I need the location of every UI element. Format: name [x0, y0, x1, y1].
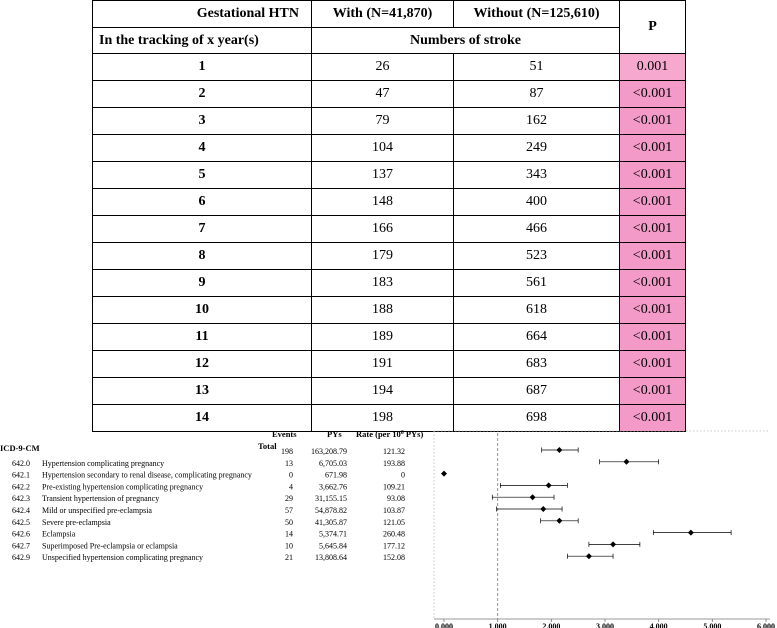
table-row [93, 297, 686, 324]
without-cell: 51 [454, 54, 620, 81]
without-cell: 162 [454, 108, 620, 135]
pys-value: 163,208.79 [311, 447, 347, 456]
col-rate-suffix: PYs) [403, 429, 424, 439]
without-label: Without [473, 6, 524, 21]
stroke-table [92, 0, 686, 432]
col-events-header: Events [272, 429, 297, 439]
pys-value: 671.98 [325, 470, 347, 480]
icd-code: 642.6 [12, 529, 30, 539]
forest-plot [0, 425, 777, 628]
icd-code: 642.2 [12, 482, 30, 492]
without-cell: 683 [454, 351, 620, 378]
table-header-row-1 [93, 1, 686, 28]
events-value: 4 [289, 482, 293, 492]
with-cell: 47 [312, 81, 454, 108]
year-cell: 14 [93, 405, 312, 432]
with-cell: 183 [312, 270, 454, 297]
without-cell: 561 [454, 270, 620, 297]
without-cell: 343 [454, 162, 620, 189]
with-cell: 191 [312, 351, 454, 378]
events-value: 14 [285, 529, 293, 539]
estimate-marker [556, 518, 562, 524]
x-tick-label: 2.000 [542, 622, 561, 628]
rate-value: 0 [401, 470, 405, 480]
icd-code: 642.5 [12, 517, 30, 527]
without-cell: 664 [454, 324, 620, 351]
without-cell: 523 [454, 243, 620, 270]
year-cell: 8 [93, 243, 312, 270]
table-row [93, 189, 686, 216]
gestational-htn-header: Gestational HTN [93, 1, 312, 28]
rate-value: 121.05 [383, 517, 405, 527]
rate-value: 109.21 [383, 482, 405, 492]
without-cell: 687 [454, 378, 620, 405]
table-row [93, 81, 686, 108]
icd-code: 642.1 [12, 470, 30, 480]
col-rate-sup: 6 [400, 430, 404, 436]
with-cell: 104 [312, 135, 454, 162]
x-tick-label: 4.000 [649, 622, 668, 628]
estimate-marker [556, 447, 562, 453]
table-row [93, 378, 686, 405]
icd-code: 642.7 [12, 541, 30, 551]
estimate-marker [540, 506, 546, 512]
pys-value: 5,645.84 [319, 541, 347, 551]
icd-label: Transient hypertension of pregnancy [42, 494, 160, 504]
x-tick-label: 6.000 [757, 622, 775, 628]
with-cell: 148 [312, 189, 454, 216]
year-cell: 10 [93, 297, 312, 324]
pys-value: 54,878.82 [315, 506, 347, 515]
rate-value: 177.12 [383, 541, 405, 551]
p-header: P [620, 1, 686, 54]
year-cell: 9 [93, 270, 312, 297]
without-cell: 249 [454, 135, 620, 162]
p-value-cell: 0.001 [620, 54, 686, 81]
with-label: With [332, 6, 363, 21]
col-rate-prefix: Rate (per 10 [356, 429, 401, 439]
year-cell: 12 [93, 351, 312, 378]
year-cell: 13 [93, 378, 312, 405]
p-value-cell: <0.001 [620, 378, 686, 405]
year-cell: 3 [93, 108, 312, 135]
year-cell: 7 [93, 216, 312, 243]
total-label: Total [258, 441, 277, 451]
with-cell: 79 [312, 108, 454, 135]
p-value-cell: <0.001 [620, 162, 686, 189]
estimate-marker [530, 494, 536, 500]
events-value: 29 [285, 494, 293, 504]
table-header-row-2 [93, 28, 686, 54]
table-body [93, 54, 686, 432]
table-row [93, 108, 686, 135]
year-cell: 2 [93, 81, 312, 108]
rate-value: 260.48 [383, 529, 405, 539]
col-rate-header [356, 429, 423, 439]
year-cell: 11 [93, 324, 312, 351]
table-row [93, 162, 686, 189]
x-tick-label: 5.000 [703, 622, 722, 628]
with-cell: 194 [312, 378, 454, 405]
pys-value: 31,155.15 [315, 494, 347, 504]
without-cell: 87 [454, 81, 620, 108]
year-cell: 4 [93, 135, 312, 162]
numbers-of-stroke-header: Numbers of stroke [312, 28, 620, 54]
x-tick-label: 1.000 [488, 622, 507, 628]
with-n: (N=41,870) [366, 6, 433, 21]
without-cell: 466 [454, 216, 620, 243]
p-value-cell: <0.001 [620, 135, 686, 162]
without-cell: 698 [454, 405, 620, 432]
without-header [454, 1, 620, 28]
icd-label: Severe pre-eclampsia [42, 517, 111, 527]
p-value-cell: <0.001 [620, 108, 686, 135]
icd-header: ICD-9-CM [0, 443, 40, 453]
estimate-marker [586, 553, 592, 559]
with-cell: 26 [312, 54, 454, 81]
p-value-cell: <0.001 [620, 297, 686, 324]
events-value: 10 [285, 541, 293, 551]
with-cell: 179 [312, 243, 454, 270]
without-n: (N=125,610) [526, 6, 600, 21]
table-row [93, 243, 686, 270]
icd-code: 642.0 [12, 458, 30, 468]
with-cell: 188 [312, 297, 454, 324]
icd-label: Hypertension complicating pregnancy [42, 458, 165, 468]
p-value-cell: <0.001 [620, 324, 686, 351]
year-cell: 6 [93, 189, 312, 216]
icd-code: 642.4 [12, 506, 30, 515]
rate-value: 152.08 [383, 553, 405, 563]
pys-value: 6,705.03 [319, 458, 347, 468]
p-value-cell: <0.001 [620, 81, 686, 108]
rate-value: 103.87 [383, 506, 405, 515]
p-value-cell: <0.001 [620, 351, 686, 378]
pys-value: 3,662.76 [319, 482, 347, 492]
without-cell: 400 [454, 189, 620, 216]
x-tick-label: 0.000 [435, 622, 453, 628]
p-value-cell: <0.001 [620, 216, 686, 243]
icd-code: 642.9 [12, 553, 30, 563]
table-row [93, 270, 686, 297]
table-row [93, 216, 686, 243]
icd-label: Eclampsia [42, 529, 76, 539]
icd-label: Mild or unspecified pre-eclampsia [42, 506, 152, 515]
with-cell: 137 [312, 162, 454, 189]
rate-value: 193.88 [383, 458, 405, 468]
table-row [93, 324, 686, 351]
rate-value: 93.08 [387, 494, 405, 504]
events-value: 0 [289, 470, 293, 480]
estimate-marker [441, 471, 447, 477]
events-value: 198 [281, 447, 293, 456]
p-value-cell: <0.001 [620, 189, 686, 216]
col-pys-header: PYs [327, 429, 342, 439]
estimate-marker [688, 530, 694, 536]
events-value: 13 [285, 458, 293, 468]
with-cell: 198 [312, 405, 454, 432]
with-header [312, 1, 454, 28]
icd-label: Pre-existing hypertension complicating pregnancy [42, 482, 204, 492]
year-cell: 5 [93, 162, 312, 189]
table-row [93, 135, 686, 162]
estimate-marker [610, 541, 616, 547]
pys-value: 13,808.64 [315, 553, 347, 563]
p-value-cell: <0.001 [620, 405, 686, 432]
pys-value: 5,374.71 [319, 529, 347, 539]
without-cell: 618 [454, 297, 620, 324]
x-tick-label: 3.000 [596, 622, 614, 628]
events-value: 50 [285, 517, 293, 527]
p-value-cell: <0.001 [620, 243, 686, 270]
icd-code: 642.3 [12, 494, 30, 504]
events-value: 57 [285, 506, 293, 515]
estimate-marker [546, 482, 552, 488]
pys-value: 41,305.87 [315, 517, 347, 527]
year-cell: 1 [93, 54, 312, 81]
p-value-cell: <0.001 [620, 270, 686, 297]
table-row [93, 54, 686, 81]
table-row [93, 351, 686, 378]
estimate-marker [623, 459, 629, 465]
icd-label: Superimposed Pre-eclampsia or eclampsia [42, 541, 178, 551]
forest-plot-area [434, 431, 775, 628]
tracking-header: In the tracking of x year(s) [93, 28, 312, 54]
with-cell: 166 [312, 216, 454, 243]
icd-label: Unspecified hypertension complicating pregnancy [42, 553, 204, 563]
forest-rows [12, 447, 405, 562]
rate-value: 121.32 [383, 447, 405, 456]
icd-label: Hypertension secondary to renal disease, complicating pregnancy [42, 470, 252, 480]
with-cell: 189 [312, 324, 454, 351]
events-value: 21 [285, 553, 293, 563]
